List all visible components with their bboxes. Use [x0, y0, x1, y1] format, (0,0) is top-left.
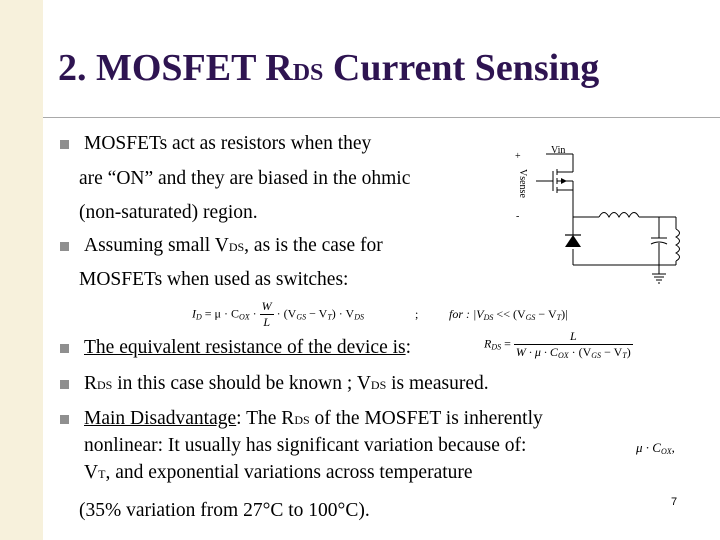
bullet-5-line-3: VT, and exponential variations across temperature	[84, 462, 473, 483]
slide-title: 2. MOSFET RDS Current Sensing	[58, 47, 600, 89]
diode-triangle	[565, 235, 581, 247]
bullet-5-line-2: nonlinear: It usually has significant variation because of:	[84, 435, 527, 456]
equation-separator: ;	[415, 307, 419, 321]
vsense-minus: -	[516, 211, 520, 222]
bullet-marker	[60, 344, 69, 353]
vsense-plus: +	[515, 151, 521, 162]
vsense-label: Vsense	[517, 169, 528, 198]
buck-converter-circuit	[491, 139, 711, 295]
bullet-5-line-4: (35% variation from 27°C to 100°C).	[79, 500, 370, 521]
bullet-1-line-1: MOSFETs act as resistors when they	[84, 133, 372, 154]
bullet-1-line-3: (non-saturated) region.	[79, 202, 258, 223]
bullet-2-line-1: Assuming small VDS, as is the case for	[84, 235, 383, 256]
left-accent-bar	[0, 0, 43, 540]
page-number: 7	[671, 496, 678, 508]
bullet-4-text: RDS in this case should be known ; VDS is measured.	[84, 373, 489, 394]
bullet-1-line-2: are “ON” and they are biased in the ohmic	[79, 168, 411, 189]
bullet-5-line-1: Main Disadvantage: The RDS of the MOSFET is inherently	[84, 408, 543, 429]
bullet-3-text: The equivalent resistance of the device is:	[84, 337, 412, 358]
bullet-marker	[60, 242, 69, 251]
resistance-equation: $R_{DS}$ = $\frac{L}{W \cdot \mu \cdot C_{OX} \cdot (V_{GS} - V_T)}$	[484, 329, 631, 360]
bullet-marker	[60, 380, 69, 389]
drain-current-equation: $I_D = \mu \cdot C_{OX}$ · $\frac{W}{L}$ · $(V_{GS} - V_T) \cdot V_{DS}$	[192, 299, 365, 329]
bullet-marker	[60, 415, 69, 424]
vin-label: Vin	[551, 145, 566, 156]
ohmic-condition: for : $|V_{DS} << (V_{GS} - V_T)|$	[449, 307, 568, 322]
title-divider	[43, 117, 720, 118]
bullet-2-line-2: MOSFETs when used as switches:	[79, 269, 349, 290]
bullet-marker	[60, 140, 69, 149]
mu-cox-term: $\mu \cdot C_{OX}$,	[636, 440, 675, 456]
circuit-schematic	[491, 139, 711, 295]
